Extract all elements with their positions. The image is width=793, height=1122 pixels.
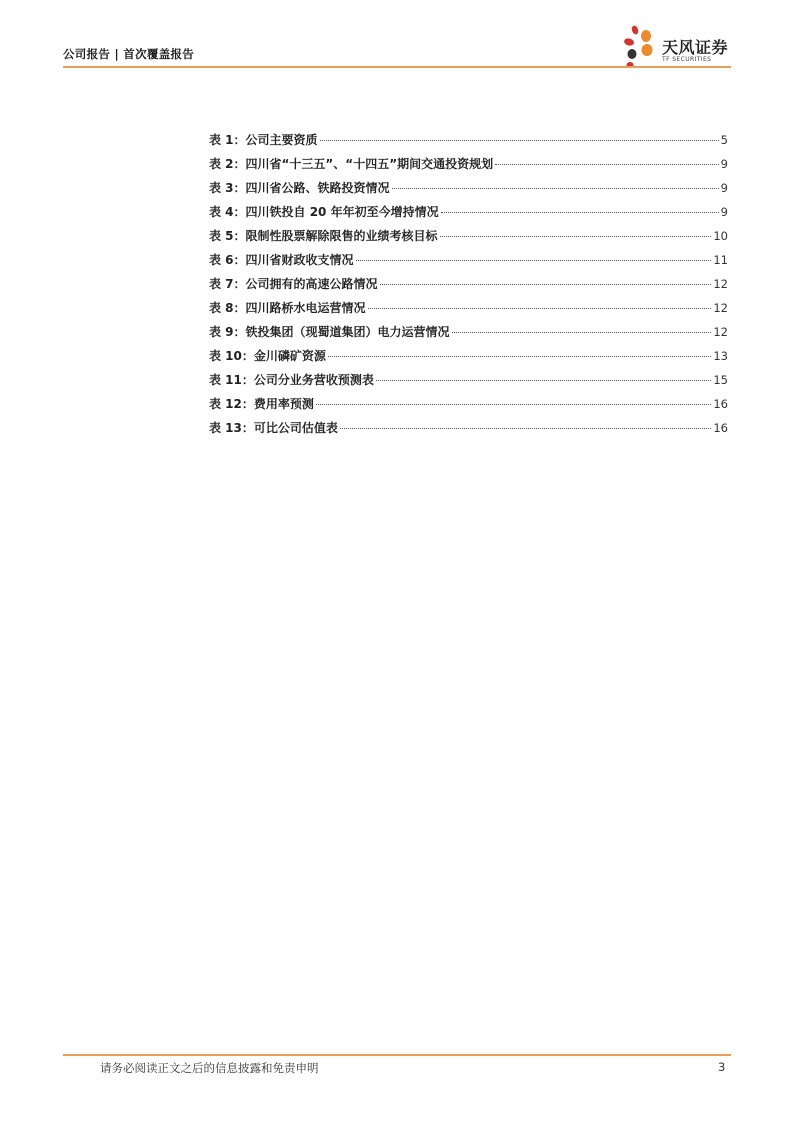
toc-dot-leader xyxy=(440,236,712,237)
toc-entry-page: 15 xyxy=(713,373,728,387)
toc-entry-page: 9 xyxy=(720,157,728,171)
toc-entry[interactable] xyxy=(209,419,728,443)
toc-dot-leader xyxy=(376,380,711,381)
tf-securities-logo xyxy=(620,24,732,70)
toc-entry[interactable] xyxy=(209,131,728,155)
toc-entry-label: 表 3：四川省公路、铁路投资情况 xyxy=(209,181,390,195)
toc-dot-leader xyxy=(392,188,719,189)
toc-dot-leader xyxy=(368,308,712,309)
toc-entry-page: 16 xyxy=(713,421,728,435)
toc-entry-label: 表 8：四川路桥水电运营情况 xyxy=(209,301,366,315)
logo-chinese-name: 天风证券 xyxy=(662,38,729,57)
logo-english-name: TF SECURITIES xyxy=(662,56,712,63)
report-type-title: 公司报告 | 首次覆盖报告 xyxy=(63,47,195,61)
toc-entry[interactable] xyxy=(209,299,728,323)
toc-entry-page: 13 xyxy=(713,349,728,363)
footer-divider xyxy=(63,1054,731,1056)
toc-dot-leader xyxy=(495,164,719,165)
toc-entry[interactable] xyxy=(209,179,728,203)
toc-entry-label: 表 4：四川铁投自 20 年年初至今增持情况 xyxy=(209,205,439,219)
toc-entry[interactable] xyxy=(209,275,728,299)
toc-entry-page: 12 xyxy=(713,325,728,339)
toc-entry-page: 11 xyxy=(713,253,728,267)
toc-entry-label: 表 10：金川磷矿资源 xyxy=(209,349,326,363)
toc-entry[interactable] xyxy=(209,371,728,395)
toc-entry-label: 表 6：四川省财政收支情况 xyxy=(209,253,354,267)
toc-dot-leader xyxy=(380,284,712,285)
toc-dot-leader xyxy=(328,356,711,357)
toc-entry-label: 表 9：铁投集团（现蜀道集团）电力运营情况 xyxy=(209,325,450,339)
toc-entry[interactable] xyxy=(209,323,728,347)
toc-dot-leader xyxy=(356,260,712,261)
toc-entry-label: 表 12：费用率预测 xyxy=(209,397,314,411)
toc-dot-leader xyxy=(316,404,711,405)
toc-entry[interactable] xyxy=(209,227,728,251)
toc-entry-page: 9 xyxy=(720,205,728,219)
toc-entry-page: 16 xyxy=(713,397,728,411)
toc-dot-leader xyxy=(452,332,712,333)
footer-disclaimer: 请务必阅读正文之后的信息披露和免责申明 xyxy=(100,1061,319,1075)
toc-entry-label: 表 13：可比公司估值表 xyxy=(209,421,338,435)
toc-entry-page: 12 xyxy=(713,301,728,315)
page-number: 3 xyxy=(718,1060,726,1074)
toc-entry-label: 表 5：限制性股票解除限售的业绩考核目标 xyxy=(209,229,438,243)
toc-dot-leader xyxy=(441,212,719,213)
toc-dot-leader xyxy=(340,428,711,429)
toc-entry-label: 表 2：四川省“十三五”、“十四五”期间交通投资规划 xyxy=(209,157,494,171)
toc-entry-label: 表 7：公司拥有的高速公路情况 xyxy=(209,277,378,291)
table-of-tables xyxy=(209,131,728,443)
toc-entry-label: 表 1：公司主要资质 xyxy=(209,133,318,147)
toc-entry[interactable] xyxy=(209,347,728,371)
toc-entry[interactable] xyxy=(209,251,728,275)
toc-entry[interactable] xyxy=(209,155,728,179)
toc-entry-page: 10 xyxy=(713,229,728,243)
toc-entry[interactable] xyxy=(209,395,728,419)
toc-dot-leader xyxy=(320,140,719,141)
header-divider xyxy=(63,66,731,68)
toc-entry[interactable] xyxy=(209,203,728,227)
toc-entry-page: 9 xyxy=(720,181,728,195)
tf-flower-logo-icon xyxy=(620,24,660,70)
toc-entry-page: 5 xyxy=(720,133,728,147)
toc-entry-page: 12 xyxy=(713,277,728,291)
toc-entry-label: 表 11：公司分业务营收预测表 xyxy=(209,373,374,387)
